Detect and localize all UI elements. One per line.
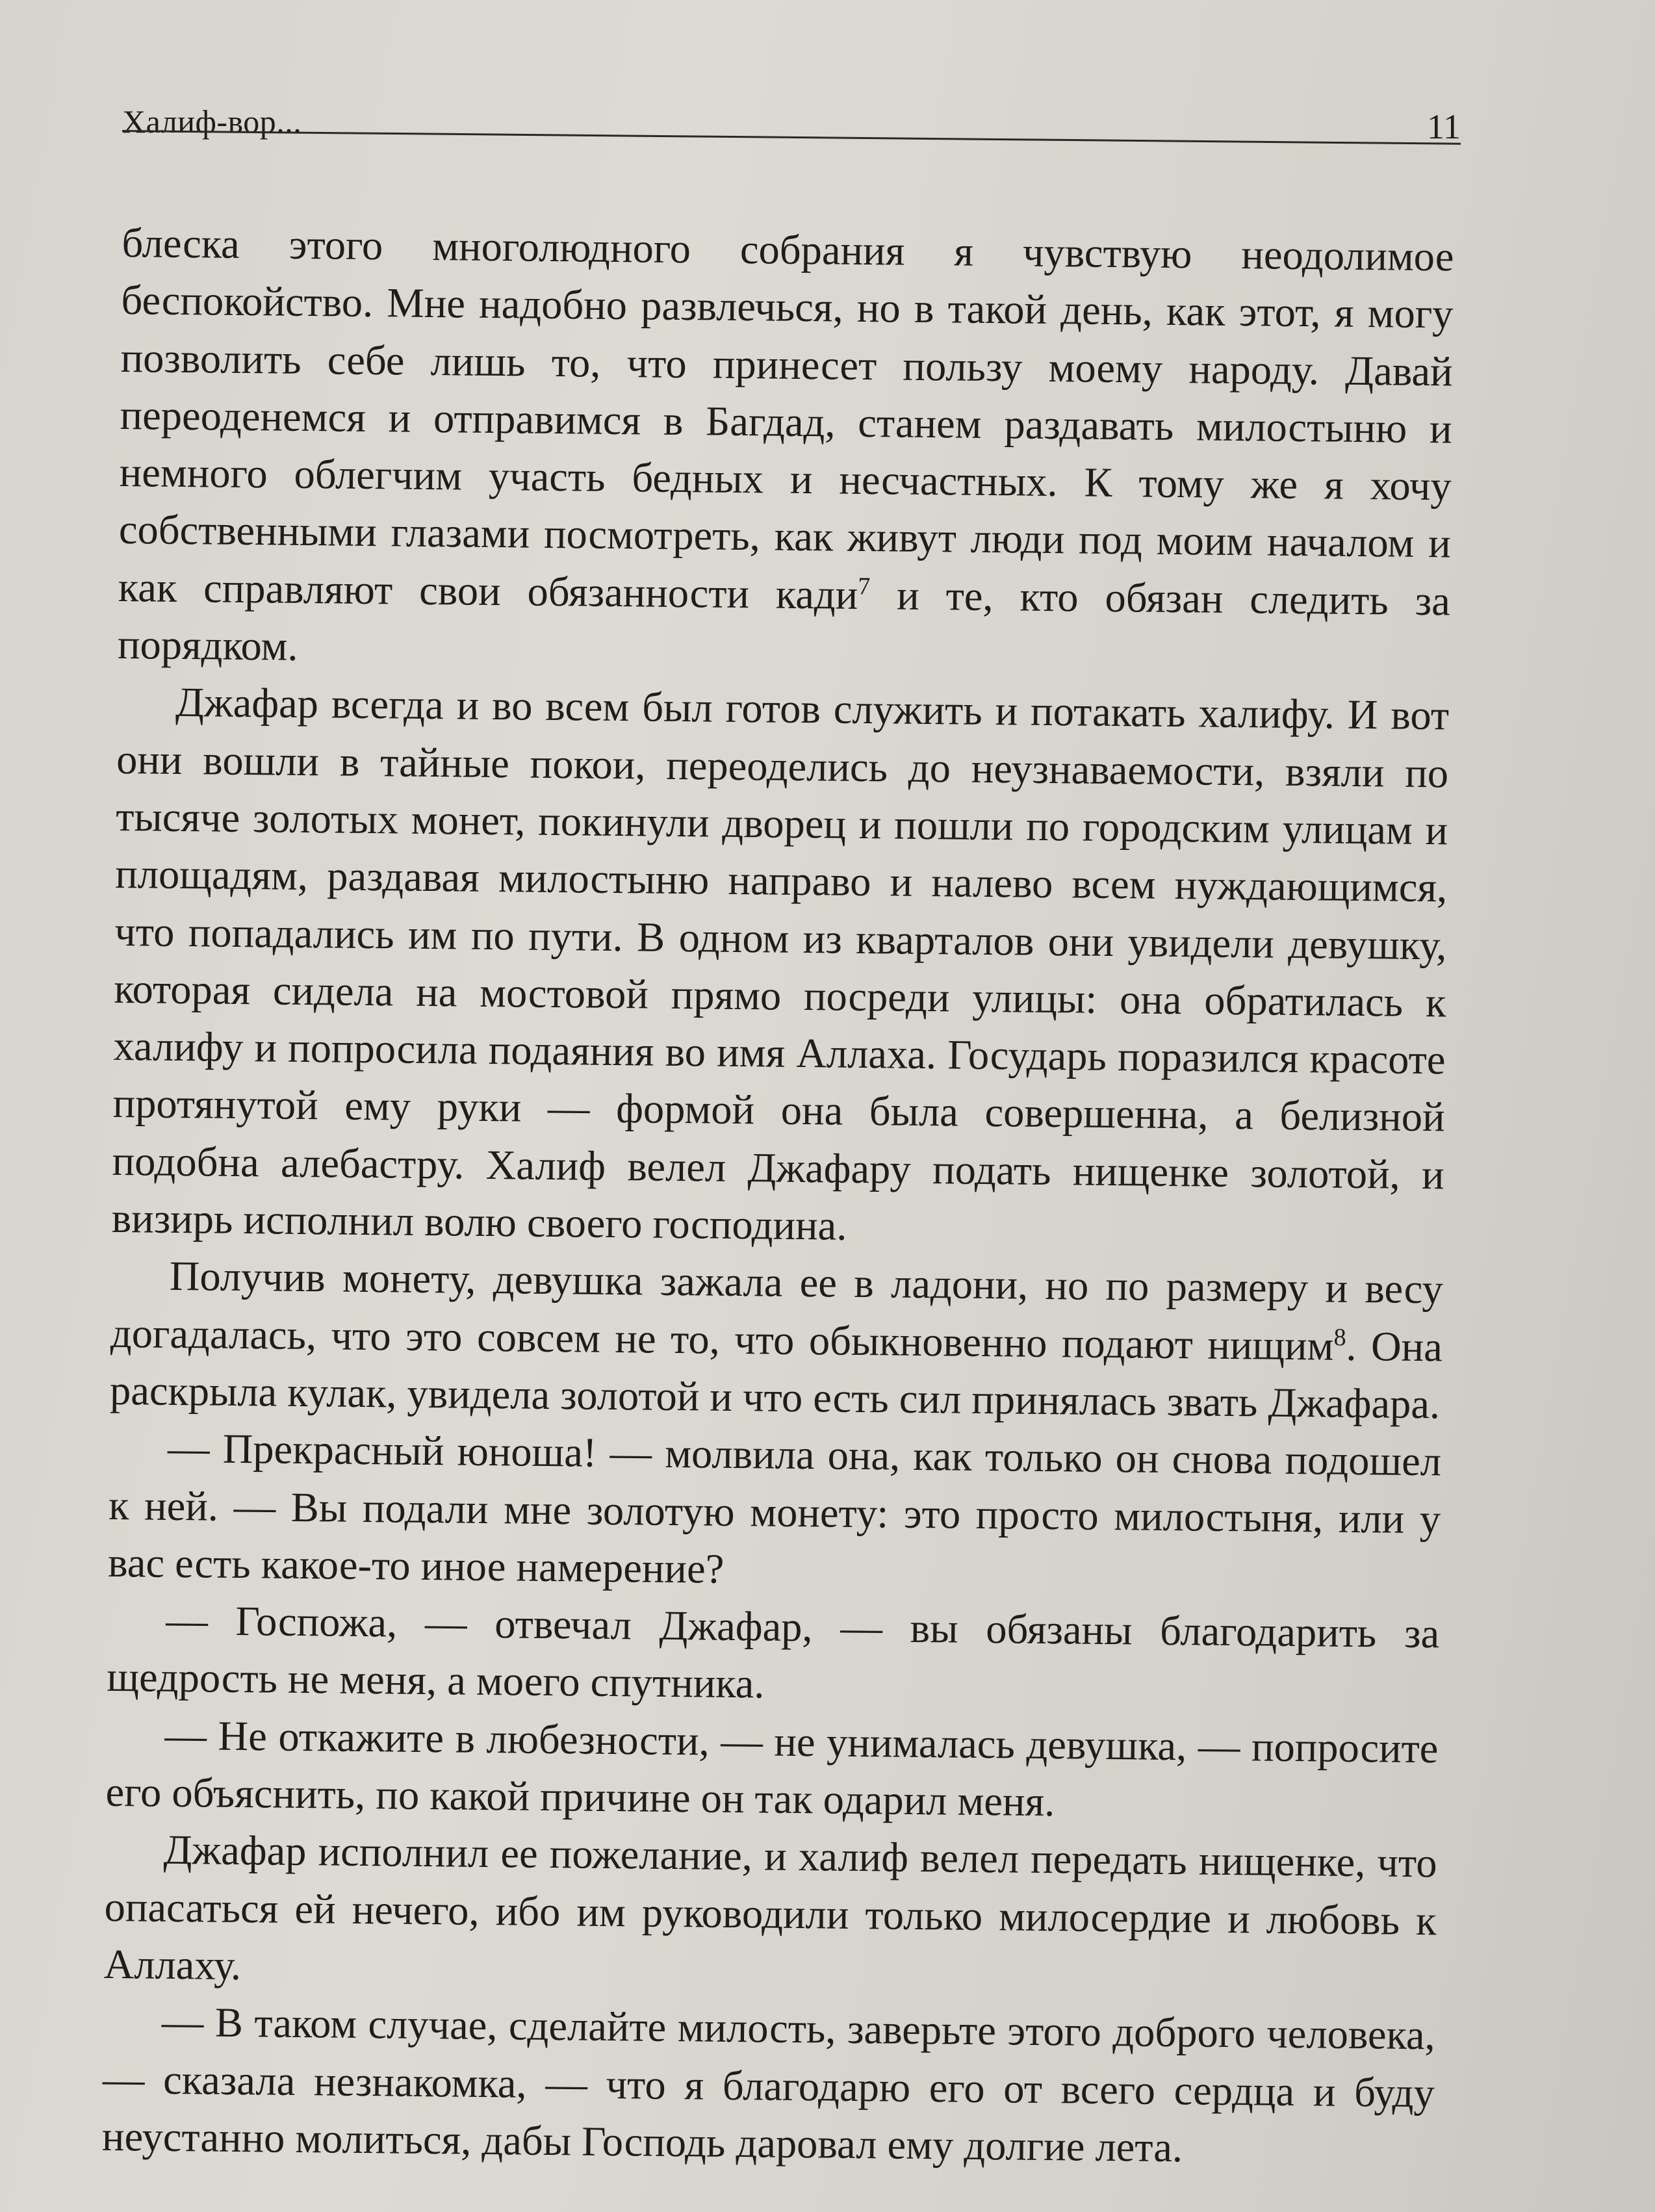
page-number: 11 bbox=[1427, 107, 1461, 146]
footnote-ref: 8 bbox=[1333, 1323, 1346, 1351]
paragraph-text: Джафар исполнил ее пожелание, и халиф велел передать нищенке, что опасаться ей нечего, ибо им руководили только милосердие и любовь к Аллаху. bbox=[103, 1827, 1437, 1988]
paragraph bbox=[111, 673, 1449, 1261]
paragraph-text: — Госпожа, — отвечал Джафар, — вы обязаны благодарить за щедрость не меня, а моего спутника. bbox=[107, 1597, 1440, 1707]
paragraph bbox=[102, 1993, 1436, 2179]
paragraph bbox=[118, 214, 1454, 688]
paragraph-text-continued: . Она раскрыла кулак, увидела золотой и что есть сил принялась звать Джафара. bbox=[109, 1322, 1443, 1428]
paragraph-text: Получив монету, девушка зажала ее в ладони, но по размеру и весу догадалась, что это совсем не то, что обыкновенно подают нищим bbox=[110, 1253, 1444, 1369]
paragraph bbox=[110, 1247, 1444, 1433]
paragraph bbox=[103, 1821, 1437, 2007]
paragraph-text: блеска этого многолюдного собрания я чувствую неодолимое беспокойство. Мне надобно развлечься, но в такой день, как этот, я могу позволить себе лишь то, что принесет пользу моему народу. Давай переоденемся и отправимся в Багдад, станем раздавать милостыню и немного облегчим участь бедных и несчастных. К тому же я хочу собственными глазами посмотреть, как живут люди под моим началом и как справляют свои обязанности кади bbox=[118, 219, 1454, 618]
footnote-ref: 7 bbox=[858, 572, 871, 600]
paragraph-text: — Прекрасный юноша! — молвила она, как только он снова подошел к ней. — Вы подали мне золотую монету: это просто милостыня, или у вас есть какое-то иное намерение? bbox=[107, 1425, 1442, 1592]
paragraph bbox=[107, 1591, 1440, 1720]
paragraph bbox=[105, 1706, 1439, 1835]
paragraph-text: — Не откажите в любезности, — не унималась девушка, — попросите его объяснить, по какой причине он так одарил меня. bbox=[105, 1712, 1439, 1825]
paragraph-text: Джафар всегда и во всем был готов служить и потакать халифу. И вот они вошли в тайные покои, переоделись до неузнаваемости, взяли по тысяче золотых монет, покинули дворец и пошли по городским улицам и площадям, раздавая милостыню направо и налево всем нуждающимся, что попадались им по пути. В одном из кварталов они увидели девушку, которая сидела на мостовой прямо посреди улицы: она обратилась к халифу и попросила подаяния во имя Аллаха. Государь поразился красоте протянутой ему руки — формой она была совершенна, а белизной подобна алебастру. Халиф велел Джафару подать нищенке золотой, и визирь исполнил волю своего господина. bbox=[111, 679, 1450, 1249]
paragraph bbox=[108, 1419, 1442, 1605]
running-title: Халиф-вор... bbox=[122, 103, 302, 140]
paragraph-text-continued: и те, кто обязан следить за порядком. bbox=[117, 571, 1451, 669]
body-text bbox=[102, 214, 1454, 2179]
paragraph-text: — В таком случае, сделайте милость, заверьте этого доброго человека, — сказала незнакомка, — что я благодарю его от всего сердца и буду неустанно молиться, дабы Господь даровал ему долгие лета. bbox=[101, 1998, 1436, 2171]
